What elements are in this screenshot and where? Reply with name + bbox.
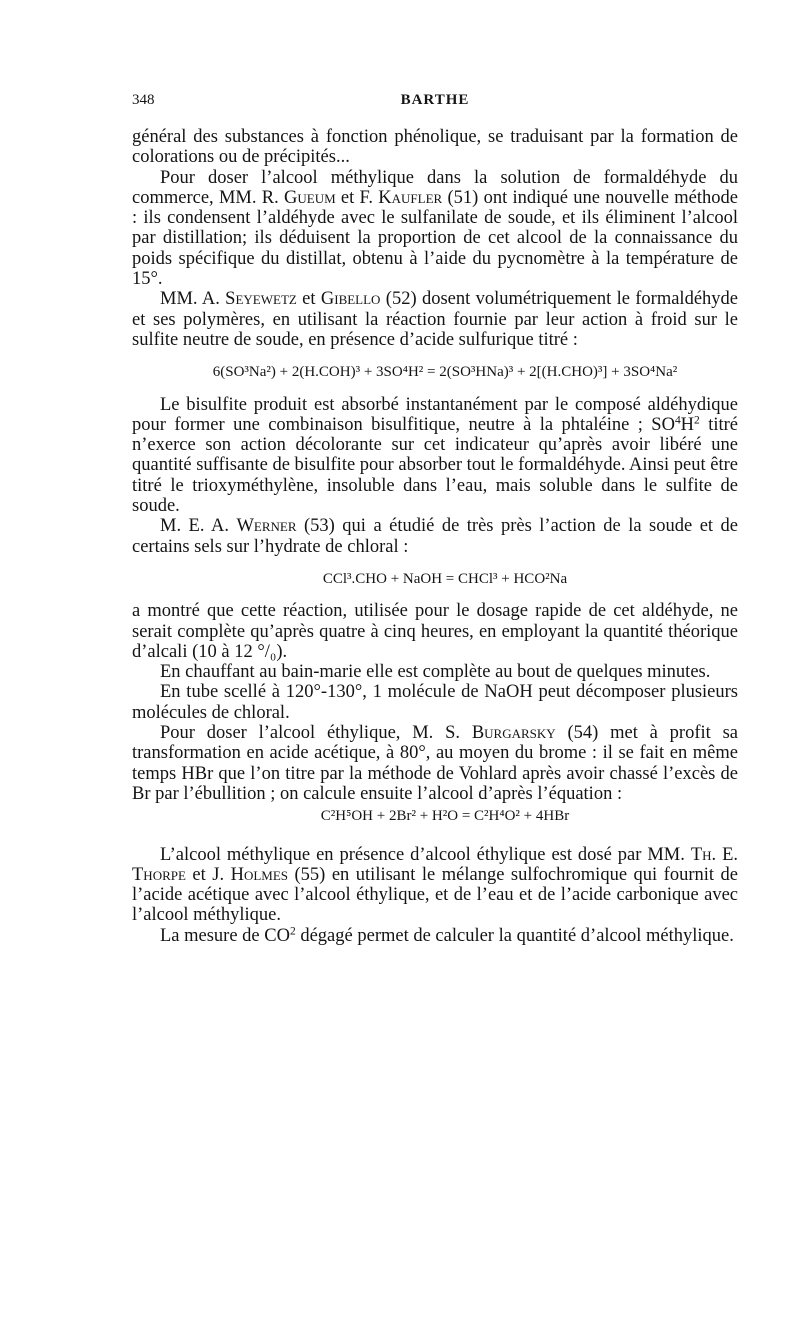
paragraph-1: général des substances à fonction phénolique, se traduisant par la formation de colorations ou de précipités...: [132, 127, 738, 168]
paragraph-8: En tube scellé à 120°-130°, 1 molécule de NaOH peut décomposer plusieurs molécules de chloral.: [132, 682, 738, 723]
paragraph-11: La mesure de $CO^2$ dégagé permet de calculer la quantité d’alcool méthylique.: [160, 925, 734, 946]
author-name: Werner: [236, 516, 297, 537]
paragraph-6: a montré que cette réaction, utilisée pour le dosage rapide de cet aldéhyde, ne serait complète qu’après quatre à cinq heures, en employant la quantité théorique d’alcali (10 à 12 °/₀).: [132, 601, 738, 662]
paragraph-9: Pour doser l’alcool éthylique, M. S. Burgarsky (54) met à profit sa transformation en acide acétique, à 80°, au moyen du brome : il se fait en même temps HBr que l’on titre par la méthode de Vohlard après avoir chassé l’excès de Br par l’ébullition ; on calcule ensuite l’alcool d’après l’équation :: [132, 723, 738, 804]
author-name: Th. E. Thorpe: [132, 844, 738, 885]
author-name: Gueum: [284, 187, 336, 208]
page-header: [132, 92, 738, 116]
author-name: Burgarsky: [471, 723, 556, 744]
paragraph-4: Le bisulfite produit est absorbé instantanément par le composé aldéhydique pour former une combinaison bisulfitique, neutre à la phtaléine ; $SO^4H^2$ titré n’exerce son action décolorante sur cet indicateur qu’après avoir libéré une quantité suffisante de bisulfite pour absorber tout le formaldéhyde. Ainsi peut être titré le trioxyméthylène, insoluble dans l’eau, mais soluble dans le sulfite de soude.: [132, 394, 738, 517]
formula-1: 6(SO³Na²) + 2(H.COH)³ + 3SO⁴H² = 2(SO³HNa)³ + 2[(H.CHO)³] + 3SO⁴Na²: [212, 364, 678, 381]
author-name: Kaufler: [378, 187, 443, 208]
paragraph-10: L’alcool méthylique en présence d’alcool éthylique est dosé par MM. Th. E. Thorpe et J. Holmes (55) en utilisant le mélange sulfochromique qui fournit de l’acide acétique avec l’alcool éthylique, et de l’eau et de l’acide carbonique avec l’alcool méthylique.: [132, 844, 738, 926]
paragraph-7: En chauffant au bain-marie elle est complète au bout de quelques minutes.: [160, 662, 711, 683]
paragraph-3: MM. A. Seyewetz et Gibello (52) dosent volumétriquement le formaldéhyde et ses polymères, en utilisant la réaction fournie par leur action à froid sur le sulfite neutre de soude, en présence d’acide sulfurique titré :: [132, 289, 738, 350]
author-name: Gibello: [320, 289, 381, 310]
body-text: [132, 127, 738, 946]
author-name: Holmes: [230, 864, 289, 885]
author-name: Seyewetz: [225, 289, 297, 310]
paragraph-2: Pour doser l’alcool méthylique dans la solution de formaldéhyde du commerce, MM. R. Gueum et F. Kaufler (51) ont indiqué une nouvelle méthode : ils condensent l’aldéhyde avec le sulfanilate de soude, et ils éliminent l’alcool par distillation; ils déduisent la proportion de cet alcool de la connaissance du poids spécifique du distillat, obtenu à l’aide du pycnomètre à la température de 15°.: [132, 167, 738, 290]
paragraph-5: M. E. A. Werner (53) qui a étudié de très près l’action de la soude et de certains sels sur l’hydrate de chloral :: [132, 516, 739, 557]
running-title: BARTHE: [400, 92, 470, 108]
formula-2: CCl³.CHO + NaOH = CHCl³ + HCO²Na: [322, 570, 568, 587]
formula-3: C²H⁵OH + 2Br² + H²O = C²H⁴O² + 4HBr: [320, 808, 570, 825]
page-number: 348: [132, 92, 155, 108]
